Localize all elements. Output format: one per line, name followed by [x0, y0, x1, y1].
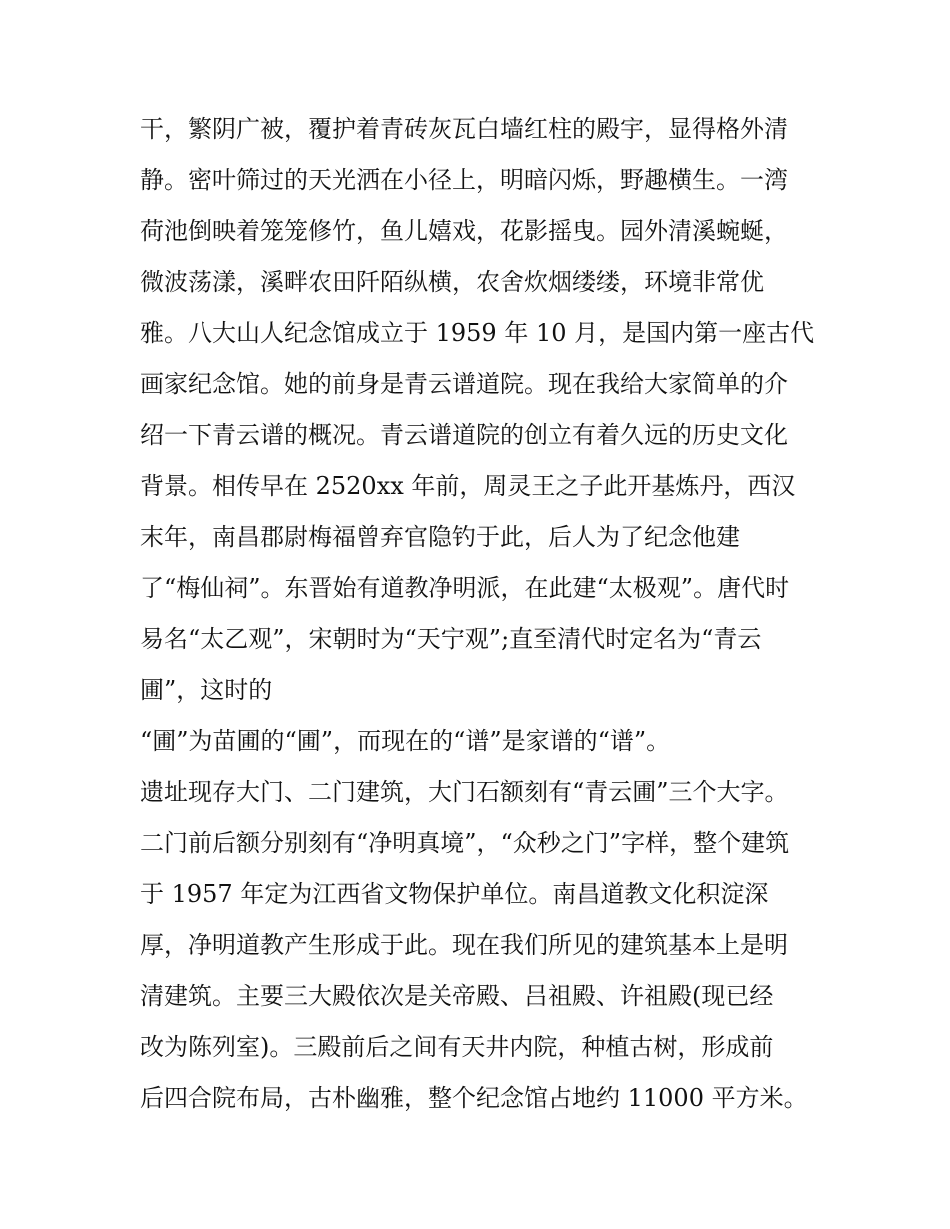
text-line: 画家纪念馆。她的前身是青云谱道院。现在我给大家简单的介 [140, 370, 788, 398]
text-line: 荷池倒映着笼笼修竹，鱼儿嬉戏，花影摇曳。园外清溪蜿蜒， [140, 217, 788, 245]
text-line: 微波荡漾，溪畔农田阡陌纵横，农舍炊烟缕缕，环境非常优 [140, 268, 764, 296]
text-line: 绍一下青云谱的概况。青云谱道院的创立有着久远的历史文化 [140, 421, 788, 449]
text-line: 于 1957 年定为江西省文物保护单位。南昌道教文化积淀深 [140, 880, 769, 908]
text-line: 二门前后额分别刻有“净明真境”，“众秒之门”字样，整个建筑 [140, 829, 790, 857]
text-line: 静。密叶筛过的天光洒在小径上，明暗闪烁，野趣横生。一湾 [140, 166, 788, 194]
text-line: 圃”，这时的 [140, 676, 273, 704]
text-line: 遗址现存大门、二门建筑，大门石额刻有“青云圃”三个大字。 [140, 778, 789, 806]
text-line: 清建筑。主要三大殿依次是关帝殿、吕祖殿、许祖殿(现已经 [140, 982, 774, 1010]
text-line: 末年，南昌郡尉梅福曾弃官隐钓于此，后人为了纪念他建 [140, 523, 740, 551]
text-line: 改为陈列室)。三殿前后之间有天井内院，种植古树，形成前 [140, 1033, 774, 1061]
text-line: 了“梅仙祠”。东晋始有道教净明派，在此建“太极观”。唐代时 [140, 574, 790, 602]
text-line: 雅。八大山人纪念馆成立于 1959 年 10 月，是国内第一座古代 [140, 319, 815, 347]
text-line: 后四合院布局，古朴幽雅，整个纪念馆占地约 11000 平方米。 [140, 1084, 808, 1112]
body-text [140, 104, 840, 1124]
text-line: 干，繁阴广被，覆护着青砖灰瓦白墙红柱的殿宇，显得格外清 [140, 115, 788, 143]
text-line: “圃”为苗圃的“圃”，而现在的“谱”是家谱的“谱”。 [140, 727, 671, 755]
text-line: 易名“太乙观”，宋朝时为“天宁观”;直至清代时定名为“青云 [140, 625, 762, 653]
text-line: 厚，净明道教产生形成于此。现在我们所见的建筑基本上是明 [140, 931, 788, 959]
text-line: 背景。相传早在 2520xx 年前，周灵王之子此开基炼丹，西汉 [140, 472, 796, 500]
